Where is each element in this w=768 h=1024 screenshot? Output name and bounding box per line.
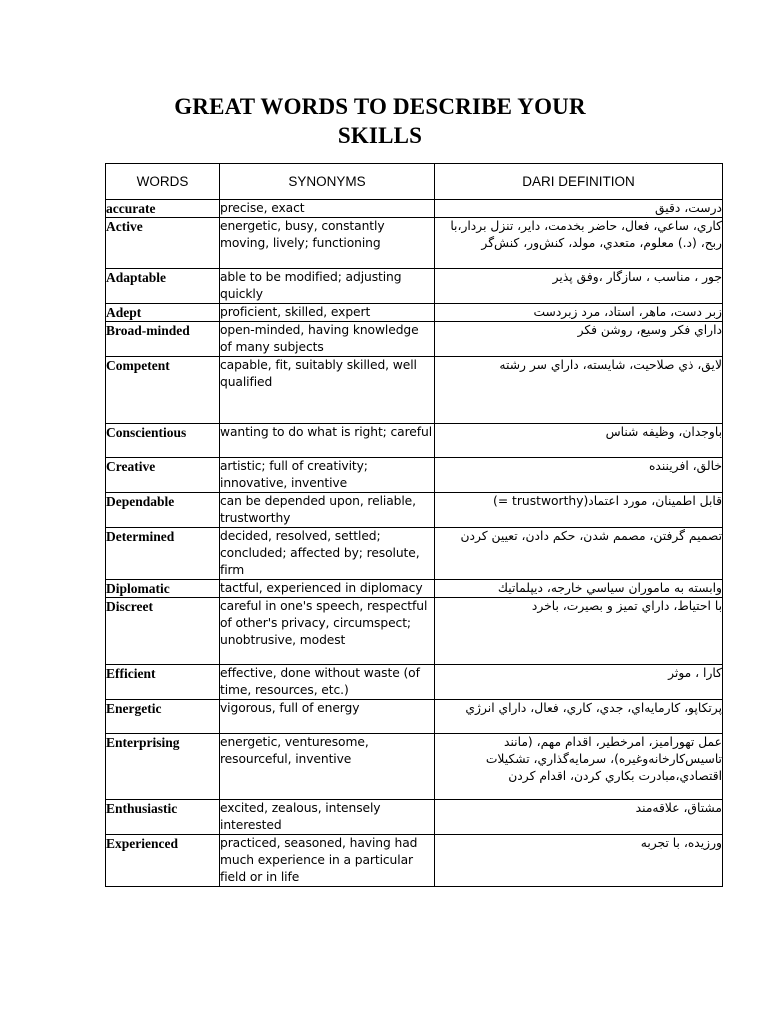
table-row — [106, 598, 723, 665]
table-row — [106, 269, 723, 304]
table-row — [106, 304, 723, 322]
synonyms-cell: artistic; full of creativity; innovative, inventive — [220, 458, 435, 493]
dari-cell: مشتاق، علاقه‌مند — [435, 800, 723, 835]
synonyms-cell: open-minded, having knowledge of many subjects — [220, 322, 435, 357]
skills-table — [105, 163, 723, 887]
word-cell: Experienced — [106, 835, 220, 887]
header-words: WORDS — [106, 164, 220, 200]
synonyms-cell: wanting to do what is right; careful — [220, 424, 435, 458]
dari-cell: درست، دقیق — [435, 200, 723, 218]
dari-cell: لايق، ذي صلاحيت، شايسته، داراي سر رشته — [435, 357, 723, 424]
synonyms-cell: effective, done without waste (of time, resources, etc.) — [220, 665, 435, 700]
word-cell: Enterprising — [106, 734, 220, 800]
table-row — [106, 580, 723, 598]
table-row — [106, 218, 723, 269]
word-cell: Determined — [106, 528, 220, 580]
page-title — [130, 92, 630, 150]
dari-cell: با احتياط، داراي تميز و بصيرت، باخرد — [435, 598, 723, 665]
dari-cell: وابسته به ماموران سياسي خارجه، ديپلماتيك — [435, 580, 723, 598]
synonyms-cell: precise, exact — [220, 200, 435, 218]
dari-cell: پرتكاپو، كارمايه‌اي، جدي، كاري، فعال، داراي انرژي — [435, 700, 723, 734]
word-cell: accurate — [106, 200, 220, 218]
table-row — [106, 493, 723, 528]
dari-cell: جور ، مناسب ، سازگار ،وفق پذير — [435, 269, 723, 304]
table-row — [106, 458, 723, 493]
table-row — [106, 835, 723, 887]
dari-cell: قابل اطمينان، مورد اعتماد(trustworthy =) — [435, 493, 723, 528]
table-row — [106, 357, 723, 424]
synonyms-cell: capable, fit, suitably skilled, well qualified — [220, 357, 435, 424]
synonyms-cell: energetic, venturesome, resourceful, inventive — [220, 734, 435, 800]
synonyms-cell: energetic, busy, constantly moving, lively; functioning — [220, 218, 435, 269]
header-row — [106, 164, 723, 200]
synonyms-cell: tactful, experienced in diplomacy — [220, 580, 435, 598]
word-cell: Competent — [106, 357, 220, 424]
synonyms-cell: proficient, skilled, expert — [220, 304, 435, 322]
synonyms-cell: careful in one's speech, respectful of other's privacy, circumspect; unobtrusive, modest — [220, 598, 435, 665]
dari-cell: ورزيده، با تجربه — [435, 835, 723, 887]
table-row — [106, 322, 723, 357]
word-cell: Conscientious — [106, 424, 220, 458]
word-cell: Enthusiastic — [106, 800, 220, 835]
dari-cell: داراي فكر وسيع، روشن فكر — [435, 322, 723, 357]
dari-cell: عمل تهورامیز، امرخطير، اقدام مهم، (مانند تاسيس‌كارخانه‌وغيره)، سرمايه‌گذاري، تشكيلات اقتصادي،مبادرت بكاري كردن، اقدام كردن — [435, 734, 723, 800]
table-row — [106, 734, 723, 800]
word-cell: Dependable — [106, 493, 220, 528]
word-cell: Adaptable — [106, 269, 220, 304]
table-row — [106, 424, 723, 458]
dari-cell: زبر دست، ماهر، استاد، مرد زبردست — [435, 304, 723, 322]
word-cell: Discreet — [106, 598, 220, 665]
synonyms-cell: vigorous, full of energy — [220, 700, 435, 734]
table-row — [106, 700, 723, 734]
dari-cell: خالق، افريننده — [435, 458, 723, 493]
synonyms-cell: able to be modified; adjusting quickly — [220, 269, 435, 304]
word-cell: Energetic — [106, 700, 220, 734]
table-row — [106, 200, 723, 218]
header-synonyms: SYNONYMS — [220, 164, 435, 200]
synonyms-cell: excited, zealous, intensely interested — [220, 800, 435, 835]
synonyms-cell: can be depended upon, reliable, trustworthy — [220, 493, 435, 528]
synonyms-cell: practiced, seasoned, having had much experience in a particular field or in life — [220, 835, 435, 887]
word-cell: Broad-minded — [106, 322, 220, 357]
title-line-1: GREAT WORDS TO DESCRIBE YOUR — [174, 94, 586, 119]
header-dari-definition: DARI DEFINITION — [435, 164, 723, 200]
word-cell: Diplomatic — [106, 580, 220, 598]
word-cell: Active — [106, 218, 220, 269]
table-row — [106, 528, 723, 580]
synonyms-cell: decided, resolved, settled; concluded; affected by; resolute, firm — [220, 528, 435, 580]
dari-cell: كارا ، موثر — [435, 665, 723, 700]
word-cell: Efficient — [106, 665, 220, 700]
word-cell: Creative — [106, 458, 220, 493]
table-row — [106, 665, 723, 700]
dari-cell: كاري، ساعي، فعال، حاضر بخدمت، داير، تنزل بردار،با ربح، (د.) معلوم، متعدي، مولد، كنش‌ور، كنش‌گر — [435, 218, 723, 269]
title-line-2: SKILLS — [337, 123, 423, 148]
word-cell: Adept — [106, 304, 220, 322]
table-row — [106, 800, 723, 835]
dari-cell: تصميم گرفتن، مصمم شدن، حكم دادن، تعيين كردن — [435, 528, 723, 580]
dari-cell: باوجدان، وظيفه شناس — [435, 424, 723, 458]
